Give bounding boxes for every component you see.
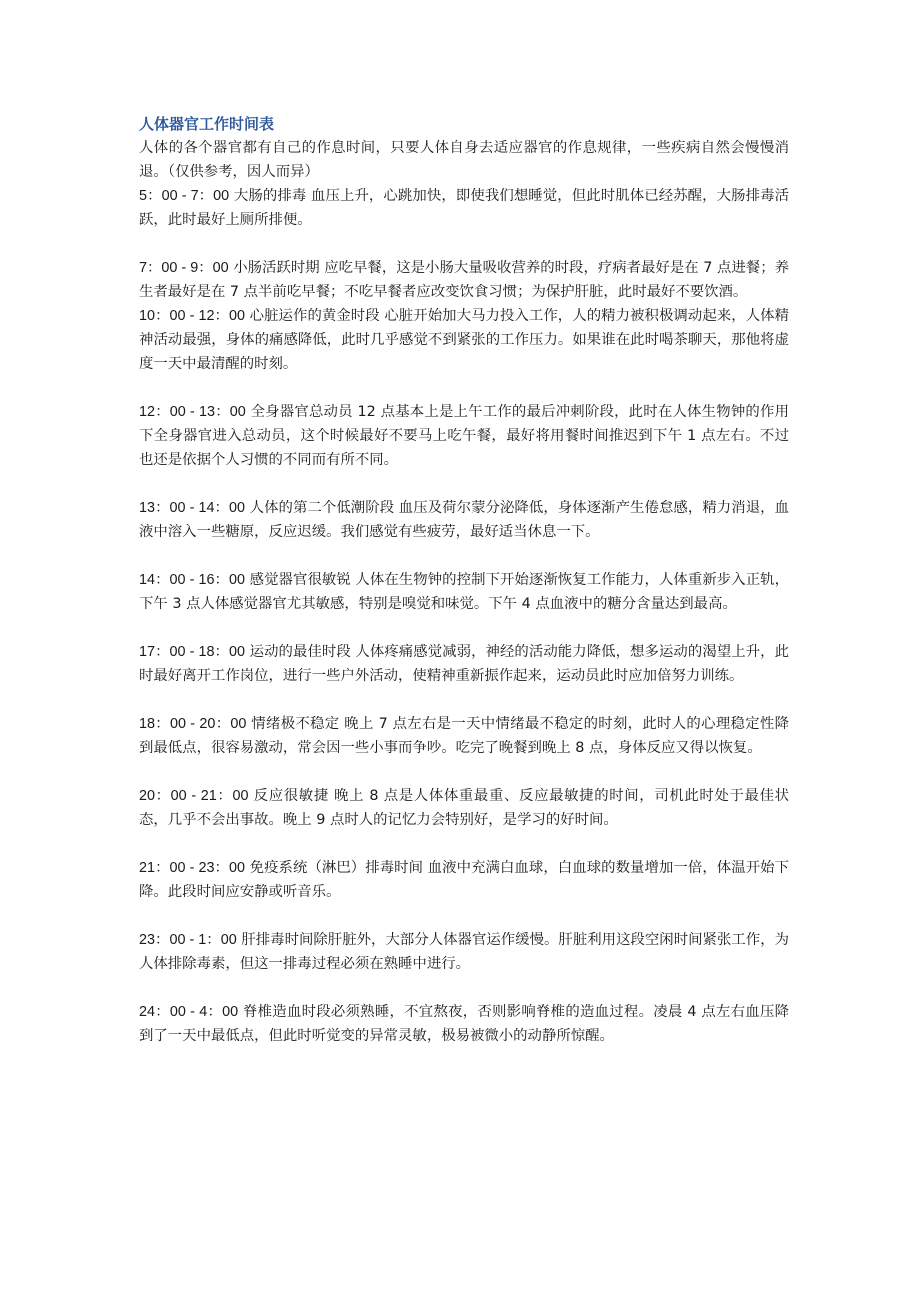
schedule-entry <box>139 184 789 232</box>
schedule-entry <box>139 1000 789 1048</box>
schedule-entry <box>139 400 789 472</box>
entry-text: 感觉器官很敏锐 人体在生物钟的控制下开始逐渐恢复工作能力，人体重新步入正轨，下午 3 点人体感觉器官尤其敏感，特别是嗅觉和味觉。下午 4 点血液中的糖分含量达到最高。 <box>139 572 789 612</box>
schedule-entry <box>139 712 789 760</box>
entry-time: 18：00 - 20：00 <box>139 716 247 732</box>
entry-time: 17：00 - 18：00 <box>139 644 245 660</box>
entry-text: 全身器官总动员 12 点基本上是上午工作的最后冲刺阶段，此时在人体生物钟的作用下全身器官进入总动员，这个时候最好不要马上吃午餐，最好将用餐时间推迟到下午 1 点左右。不过也还是依据个人习惯的不同而有所不同。 <box>139 404 789 468</box>
entry-text: 人体的第二个低潮阶段 血压及荷尔蒙分泌降低，身体逐渐产生倦怠感，精力消退，血液中溶入一些糖原，反应迟缓。我们感觉有些疲劳，最好适当休息一下。 <box>139 500 789 540</box>
entry-time: 12：00 - 13：00 <box>139 404 246 420</box>
entry-text: 心脏运作的黄金时段 心脏开始加大马力投入工作，人的精力被积极调动起来，人体精神活动最强，身体的痛感降低，此时几乎感觉不到紧张的工作压力。如果谁在此时喝茶聊天，那他将虚度一天中最清醒的时刻。 <box>139 308 789 372</box>
entry-time: 10：00 - 12：00 <box>139 308 245 324</box>
schedule-entry <box>139 640 789 688</box>
entry-time: 23：00 - 1：00 <box>139 932 237 948</box>
entry-text: 大肠的排毒 血压上升，心跳加快，即使我们想睡觉，但此时肌体已经苏醒，大肠排毒活跃，此时最好上厕所排便。 <box>139 188 790 228</box>
entry-time: 7：00 - 9：00 <box>139 260 229 276</box>
entry-time: 21：00 - 23：00 <box>139 860 245 876</box>
entry-time: 13：00 - 14：00 <box>139 500 245 516</box>
schedule-entry <box>139 856 789 904</box>
entry-text: 脊椎造血时段必须熟睡，不宜熬夜，否则影响脊椎的造血过程。凌晨 4 点左右血压降到了一天中最低点，但此时听觉变的异常灵敏，极易被微小的动静所惊醒。 <box>139 1004 789 1044</box>
entry-text: 免疫系统（淋巴）排毒时间 血液中充满白血球，白血球的数量增加一倍，体温开始下降。此段时间应安静或听音乐。 <box>139 860 789 900</box>
schedule-entry <box>139 784 789 832</box>
entry-text: 运动的最佳时段 人体疼痛感觉减弱，神经的活动能力降低，想多运动的渴望上升，此时最好离开工作岗位，进行一些户外活动，使精神重新振作起来，运动员此时应加倍努力训练。 <box>139 644 789 684</box>
entry-text: 情绪极不稳定 晚上 7 点左右是一天中情绪最不稳定的时刻，此时人的心理稳定性降到最低点，很容易激动，常会因一些小事而争吵。吃完了晚餐到晚上 8 点，身体反应又得以恢复。 <box>139 716 789 756</box>
entry-text: 小肠活跃时期 应吃早餐，这是小肠大量吸收营养的时段，疗病者最好是在 7 点进餐；养生者最好是在 7 点半前吃早餐；不吃早餐者应改变饮食习惯；为保护肝脏，此时最好不要饮酒。 <box>139 260 789 300</box>
intro-paragraph: 人体的各个器官都有自己的作息时间，只要人体自身去适应器官的作息规律，一些疾病自然会慢慢消退。（仅供参考，因人而异） <box>139 140 789 180</box>
schedule-entry <box>139 256 789 304</box>
document-title: 人体器官工作时间表 <box>139 115 275 133</box>
document-body <box>139 112 789 1048</box>
schedule-entry <box>139 304 789 376</box>
entry-text: 肝排毒时间除肝脏外，大部分人体器官运作缓慢。肝脏利用这段空闲时间紧张工作，为人体排除毒素，但这一排毒过程必须在熟睡中进行。 <box>139 932 790 972</box>
schedule-entry <box>139 496 789 544</box>
entry-time: 5：00 - 7：00 <box>139 188 230 204</box>
schedule-entry <box>139 928 789 976</box>
entry-time: 24：00 - 4：00 <box>139 1004 239 1020</box>
entry-time: 20：00 - 21：00 <box>139 788 249 804</box>
entry-time: 14：00 - 16：00 <box>139 572 245 588</box>
entry-text: 反应很敏捷 晚上 8 点是人体体重最重、反应最敏捷的时间，司机此时处于最佳状态，几乎不会出事故。晚上 9 点时人的记忆力会特别好，是学习的好时间。 <box>139 788 789 828</box>
schedule-entry <box>139 568 789 616</box>
